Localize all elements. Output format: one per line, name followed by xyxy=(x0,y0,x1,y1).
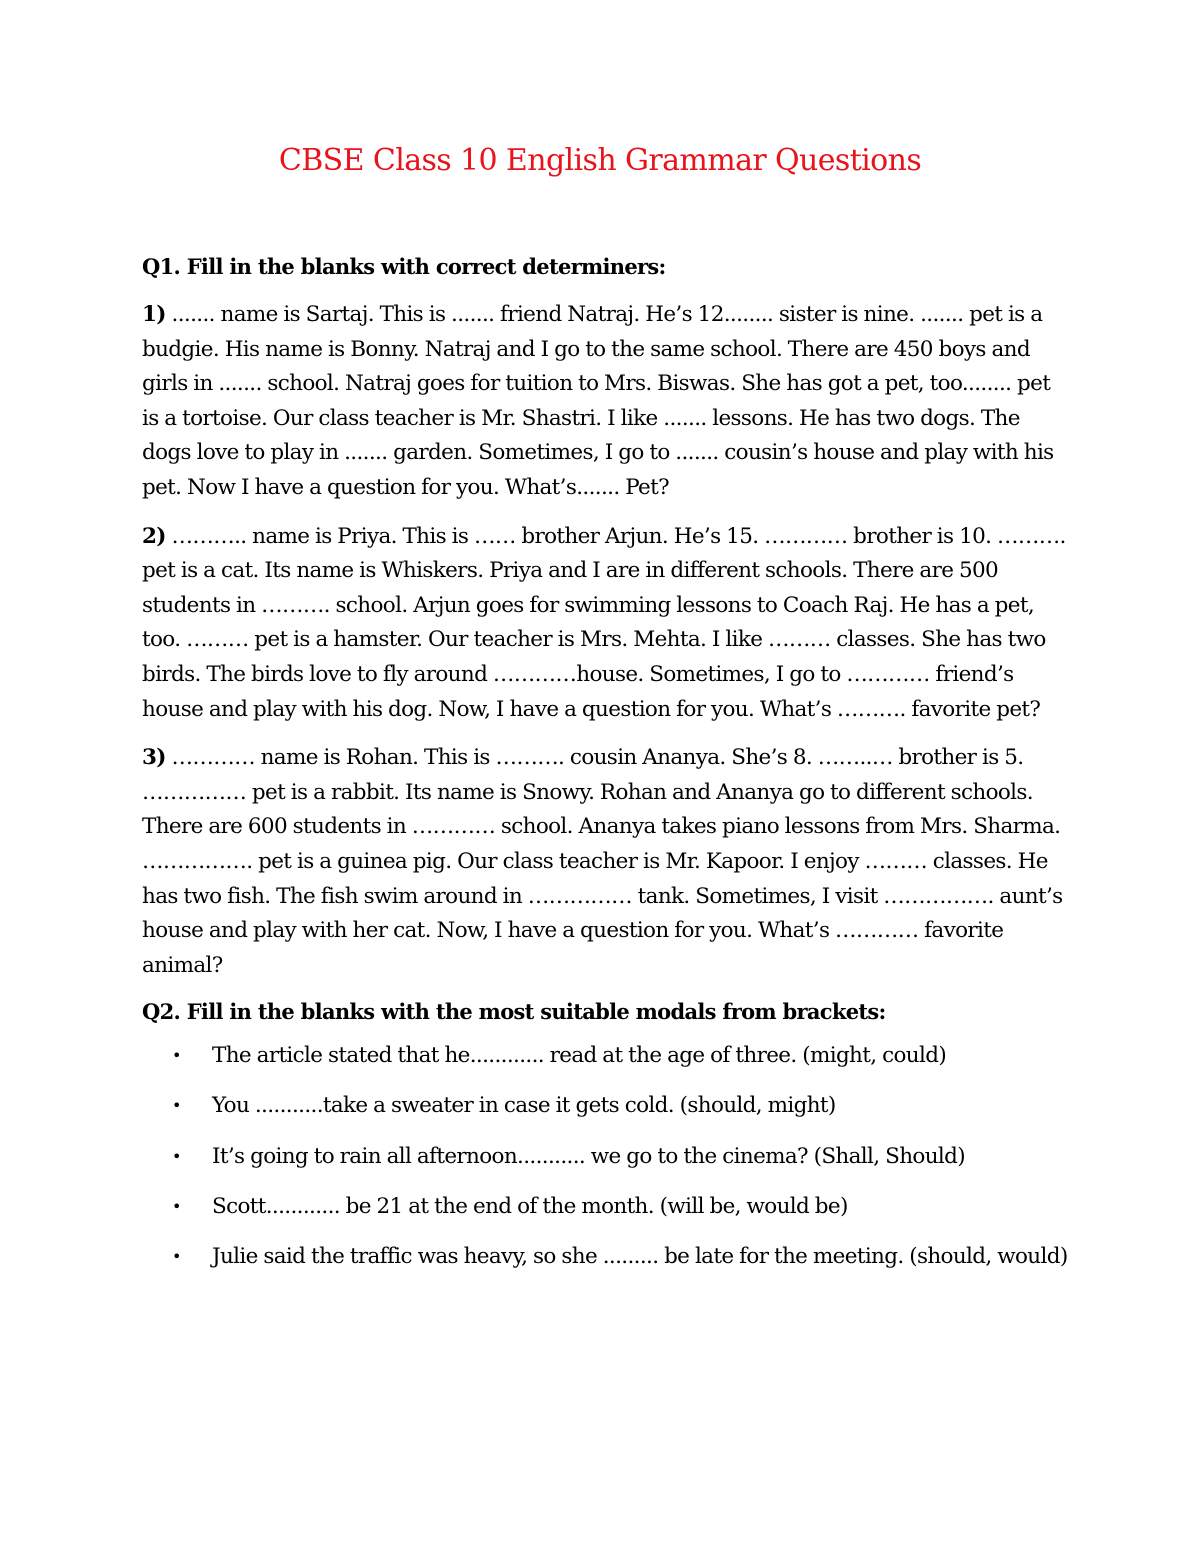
bullet-icon: • xyxy=(172,1247,181,1267)
q1-heading: Q1. Fill in the blanks with correct determiners: xyxy=(142,254,666,279)
page-title: CBSE Class 10 English Grammar Questions xyxy=(278,143,922,178)
passage-number: 3) xyxy=(142,745,166,771)
list-item-text: It’s going to rain all afternoon........... we go to the cinema? (Shall, Should) xyxy=(212,1143,965,1169)
q2-heading: Q2. Fill in the blanks with the most suitable modals from brackets: xyxy=(142,999,886,1025)
list-item xyxy=(142,1039,1070,1074)
list-item-text: The article stated that he............ read at the age of three. (might, could) xyxy=(212,1043,947,1069)
q1-passage-3 xyxy=(142,741,1070,983)
passage-text: ………… name is Rohan. This is ………. cousin Ananya. She’s 8. ……..… brother is 5. …………… pet is a rabbit. Its name is Snowy. Rohan and Ananya go to different schools. There are 600 students in ………… school. Ananya takes piano lessons from Mrs. Sharma. ……………. pet is a guinea pig. Our class teacher is Mr. Kapoor. I enjoy ……… classes. He has two fish. The fish swim around in …………… tank. Sometimes, I visit ……………. aunt’s house and play with her cat. Now, I have a question for you. What’s ………… favorite animal? xyxy=(142,745,1063,978)
bullet-icon: • xyxy=(172,1096,181,1116)
passage-number: 2) xyxy=(142,523,166,549)
passage-text: ....... name is Sartaj. This is ....... friend Natraj. He’s 12........ sister is nine. ....... pet is a budgie. His name is Bonny. Natraj and I go to the same school. There are 450 boys and girls in ....... school. Natraj goes for tuition to Mrs. Biswas. She has got a pet, too........ pet is a tortoise. Our class teacher is Mr. Shastri. I like ....... lessons. He has two dogs. The dogs love to play in ....... garden. Sometimes, I go to ....... cousin’s house and play with his pet. Now I have a question for you. What’s....... Pet? xyxy=(142,302,1054,500)
worksheet-content xyxy=(142,252,1070,1290)
modals-list xyxy=(142,1039,1070,1274)
bullet-icon: • xyxy=(172,1146,181,1166)
list-item xyxy=(142,1089,1070,1124)
list-item xyxy=(142,1140,1070,1175)
q1-passage-1 xyxy=(142,298,1070,506)
passage-number: 1) xyxy=(142,302,166,327)
bullet-icon: • xyxy=(172,1196,181,1216)
list-item-text: You ...........take a sweater in case it gets cold. (should, might) xyxy=(212,1093,836,1119)
list-item xyxy=(142,1240,1070,1275)
list-item xyxy=(142,1190,1070,1225)
list-item-text: Julie said the traffic was heavy, so she ......... be late for the meeting. (should, would) xyxy=(212,1244,1068,1270)
bullet-icon: • xyxy=(172,1046,181,1066)
passage-text: ……….. name is Priya. This is …… brother Arjun. He’s 15. ………… brother is 10. ………. pet is a cat. Its name is Whiskers. Priya and I are in different schools. There are 500 students in ………. school. Arjun goes for swimming lessons to Coach Raj. He has a pet, too. ……… pet is a hamster. Our teacher is Mrs. Mehta. I like ……… classes. She has two birds. The birds love to fly around …………house. Sometimes, I go to ………… friend’s house and play with his dog. Now, I have a question for you. What’s ………. favorite pet? xyxy=(142,523,1066,722)
q1-passage-2 xyxy=(142,520,1070,728)
list-item-text: Scott............ be 21 at the end of the month. (will be, would be) xyxy=(212,1193,848,1219)
